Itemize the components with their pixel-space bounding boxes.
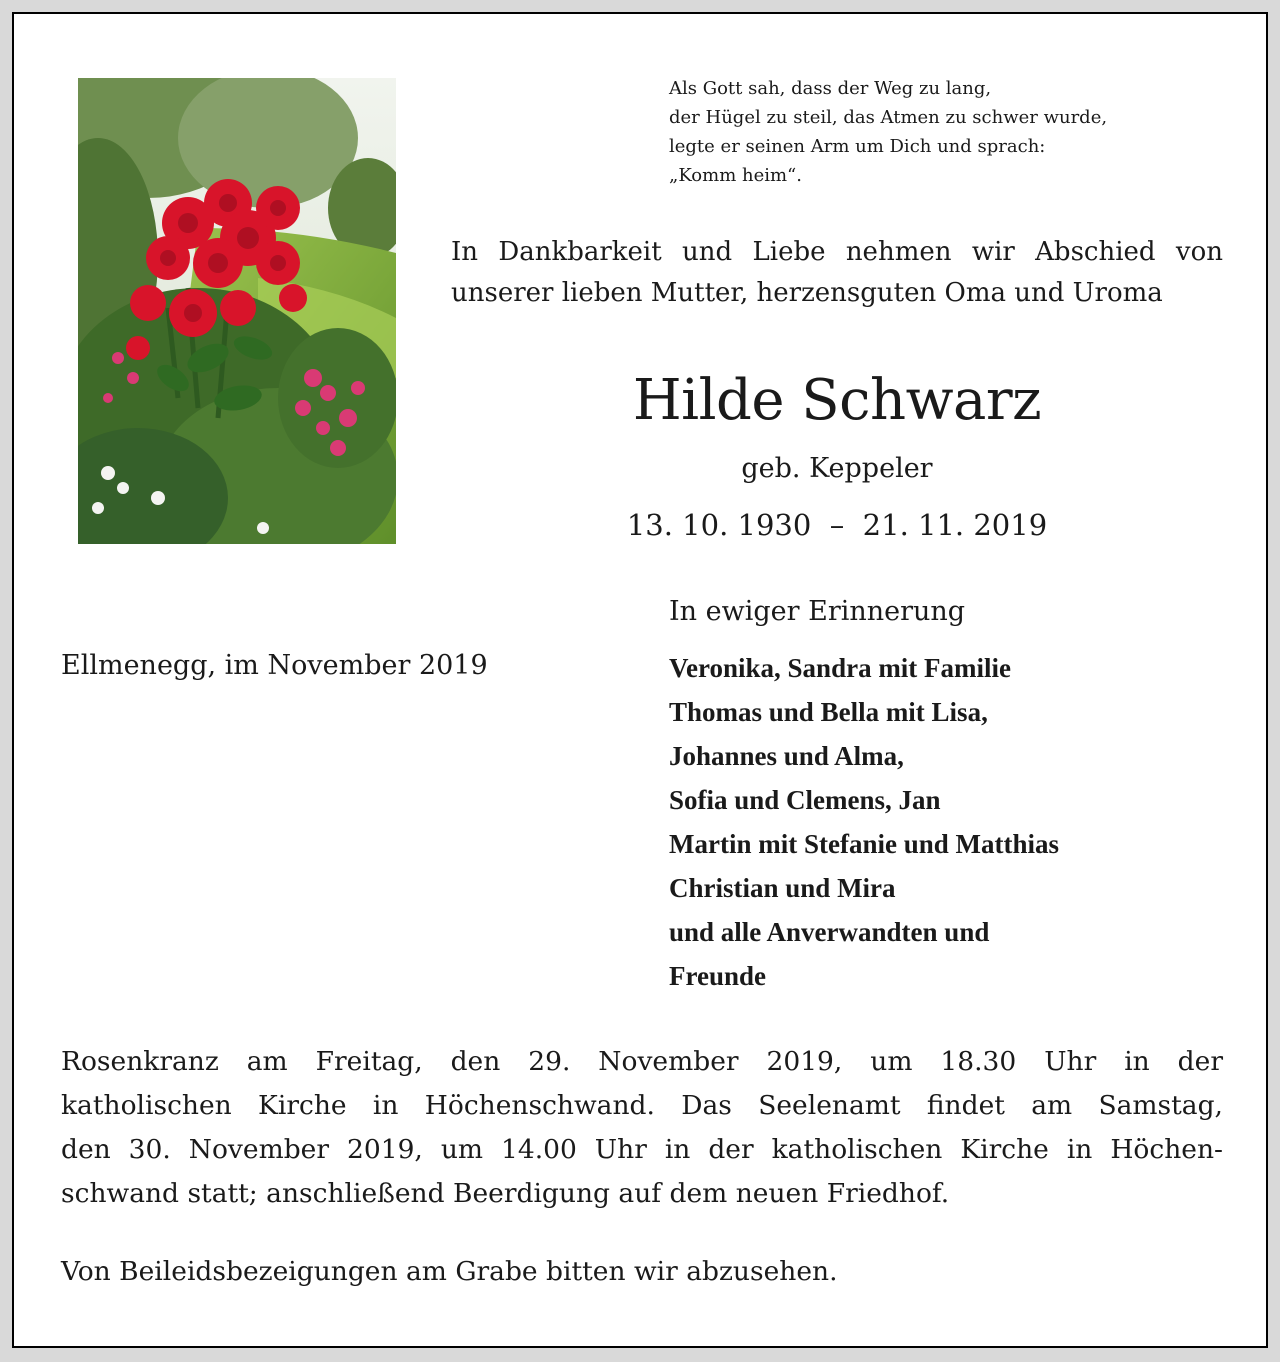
farewell-intro [451, 232, 1223, 314]
intro-line: In Dankbarkeit und Liebe nehmen wir Abschied von [451, 237, 1223, 267]
mourner-line: Johannes und Alma, [669, 741, 904, 771]
poem-line: der Hügel zu steil, das Atmen zu schwer wurde, [669, 107, 1108, 128]
obituary-notice [12, 12, 1268, 1348]
birth-name: geb. Keppeler [741, 453, 933, 484]
place-date: Ellmenegg, im November 2019 [61, 650, 488, 681]
service-line: den 30. November 2019, um 14.00 Uhr in der katholischen Kirche in Höchen- [61, 1134, 1223, 1165]
poem [669, 74, 1189, 190]
mourner-line: Sofia und Clemens, Jan [669, 785, 941, 815]
mourner-line: Martin mit Stefanie und Matthias [669, 829, 1059, 859]
service-line: Rosenkranz am Freitag, den 29. November 2019, um 18.30 Uhr in der [61, 1046, 1223, 1077]
deceased-name: Hilde Schwarz [632, 368, 1042, 433]
service-details [61, 1040, 1223, 1216]
red-roses-garden-icon [78, 78, 396, 544]
poem-line: Als Gott sah, dass der Weg zu lang, [669, 78, 992, 99]
intro-line: unserer lieben Mutter, herzensguten Oma und Uroma [451, 278, 1163, 308]
service-line: katholischen Kirche in Höchenschwand. Das Seelenamt findet am Samstag, [61, 1090, 1223, 1121]
mourner-line: Thomas und Bella mit Lisa, [669, 697, 988, 727]
poem-line: legte er seinen Arm um Dich und sprach: [669, 136, 1046, 157]
mourners-list [669, 646, 1059, 998]
memory-heading: In ewiger Erinnerung [669, 596, 966, 627]
life-dates: 13. 10. 1930 – 21. 11. 2019 [626, 508, 1048, 542]
mourner-line: Freunde [669, 961, 767, 991]
red-roses-photo [78, 78, 396, 544]
mourner-line: und alle Anverwandten und [669, 917, 990, 947]
mourner-line: Christian und Mira [669, 873, 896, 903]
service-line: schwand statt; anschließend Beerdigung auf dem neuen Friedhof. [61, 1178, 950, 1209]
poem-line: „Komm heim“. [669, 165, 802, 186]
mourner-line: Veronika, Sandra mit Familie [669, 653, 1012, 683]
closing-note: Von Beileidsbezeigungen am Grabe bitten wir abzusehen. [61, 1256, 838, 1287]
